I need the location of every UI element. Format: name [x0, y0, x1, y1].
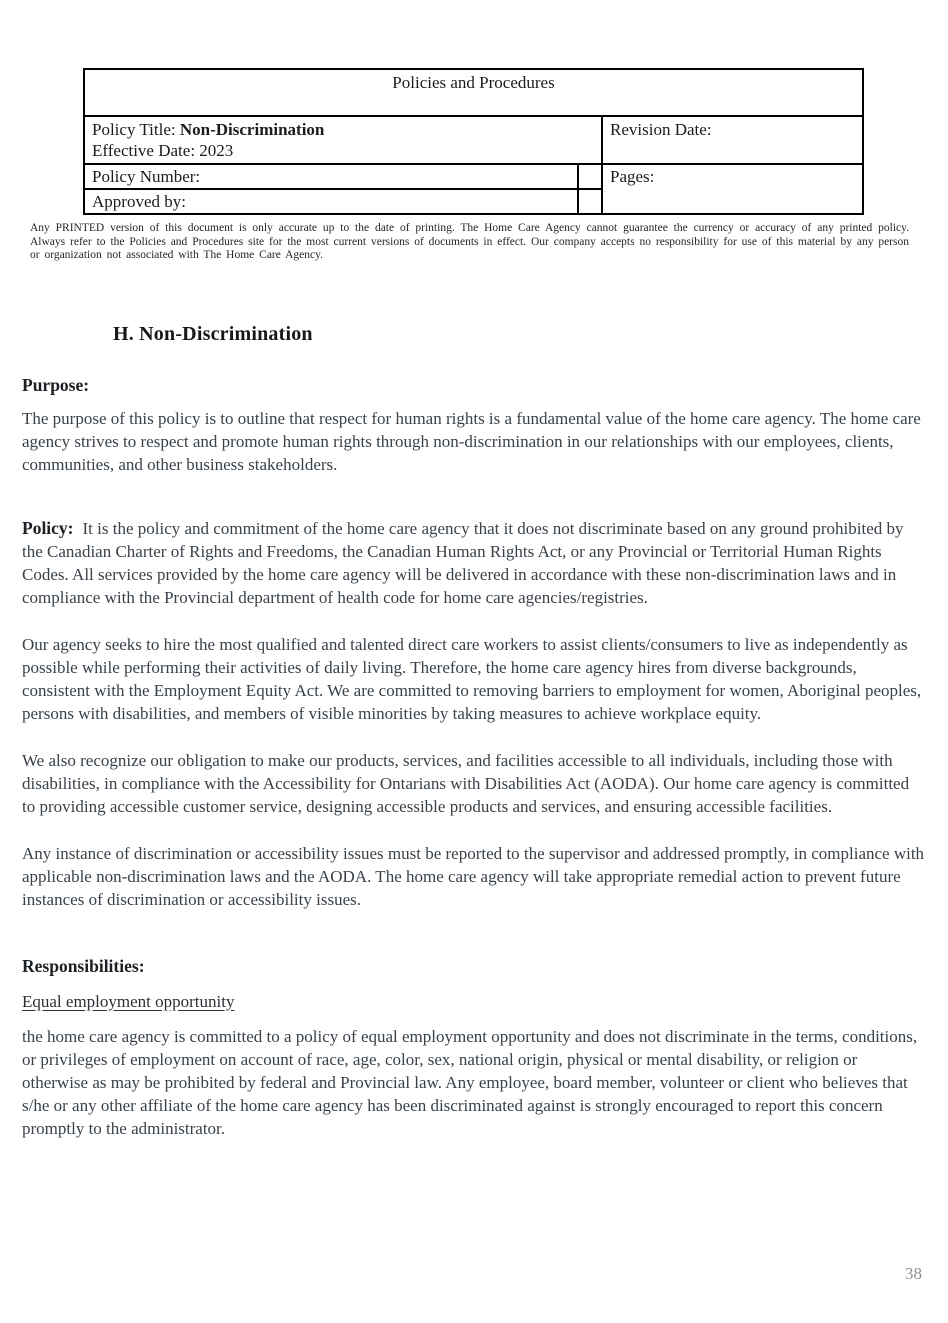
- policy-title-line: [92, 119, 594, 140]
- approved-by-cell: Approved by:: [84, 189, 578, 214]
- hiring-paragraph: Our agency seeks to hire the most qualified and talented direct care workers to assist clients/consumers to live as independently as possible while performing their activities of daily living. Therefore, the home care agency hires from diverse backgrounds, consistent with the Employment Equity Act. We are committed to removing barriers to employment for women, Aboriginal peoples, persons with disabilities, and members of visible minorities by taking measures to achieve workplace equity.: [22, 634, 922, 723]
- revision-date-cell: Revision Date:: [602, 116, 863, 164]
- table-title-cell: Policies and Procedures: [84, 69, 863, 116]
- policy-header-table: [83, 68, 864, 215]
- equal-employment-paragraph: the home care agency is committed to a policy of equal employment opportunity and does not discriminate in the terms, conditions, or privileges of employment on account of race, age, color, sex, national origin, physical or mental disability, or religion or otherwise as may be prohibited by federal and Provincial law. Any employee, board member, volunteer or client who believes that s/he or any other affiliate of the home care agency has been discriminated against is strongly encouraged to report this concern promptly to the administrator.: [22, 1026, 918, 1138]
- policy-paragraph: [22, 517, 925, 609]
- purpose-label: Purpose:: [22, 374, 90, 395]
- policy-number-cell: Policy Number:: [84, 164, 578, 189]
- spacer-cell: [578, 189, 602, 214]
- disclaimer-text: Any PRINTED version of this document is only accurate up to the date of printing. The Home Care Agency cannot guarantee the currency or accuracy of any printed policy. Always refer to the Policies and Procedures site for the most current versions of documents in effect. Our company accepts no responsibility for use of this material by any person or organization not associated with The Home Care Agency.: [30, 222, 909, 261]
- page-title: H. Non-Discrimination: [113, 322, 313, 345]
- policy-title-label: Policy Title:: [92, 120, 180, 139]
- responsibilities-label: Responsibilities:: [22, 955, 145, 976]
- table-row: [84, 116, 863, 164]
- reporting-paragraph: Any instance of discrimination or accessibility issues must be reported to the supervisor and addressed promptly, in compliance with applicable non-discrimination laws and the AODA. The home care agency will take appropriate remedial action to prevent future instances of discrimination or accessibility issues.: [22, 843, 925, 909]
- table-row: [84, 164, 863, 189]
- page-number: 38: [905, 1264, 922, 1283]
- policy-text: It is the policy and commitment of the home care agency that it does not discriminate based on any ground prohibited by the Canadian Charter of Rights and Freedoms, the Canadian Human Rights Act, or any Provincial or Territorial Human Rights Codes. All services provided by the home care agency will be delivered in accordance with these non-discrimination laws and in compliance with the Provincial department of health code for home care agencies/registries.: [22, 518, 904, 607]
- policy-title-cell: [84, 116, 602, 164]
- policy-label: Policy:: [22, 517, 74, 538]
- accessibility-paragraph: We also recognize our obligation to make our products, services, and facilities accessible to all individuals, including those with disabilities, in compliance with the Accessibility for Ontarians with Disabilities Act (AODA). Our home care agency is committed to providing accessible customer service, designing accessible products and services, and ensuring accessible facilities.: [22, 750, 910, 816]
- pages-cell: Pages:: [602, 164, 863, 214]
- equal-employment-heading: Equal employment opportunity: [22, 991, 235, 1011]
- policy-title-value: Non-Discrimination: [179, 120, 325, 139]
- table-row: [84, 69, 863, 116]
- spacer-cell: [578, 164, 602, 189]
- effective-date-line: Effective Date: 2023: [92, 141, 234, 160]
- document-page: [0, 68, 948, 1323]
- purpose-paragraph: The purpose of this policy is to outline that respect for human rights is a fundamental value of the home care agency. The home care agency strives to respect and promote human rights through non-discrimination in our relationships with our employees, clients, communities, and other business stakeholders.: [22, 408, 921, 474]
